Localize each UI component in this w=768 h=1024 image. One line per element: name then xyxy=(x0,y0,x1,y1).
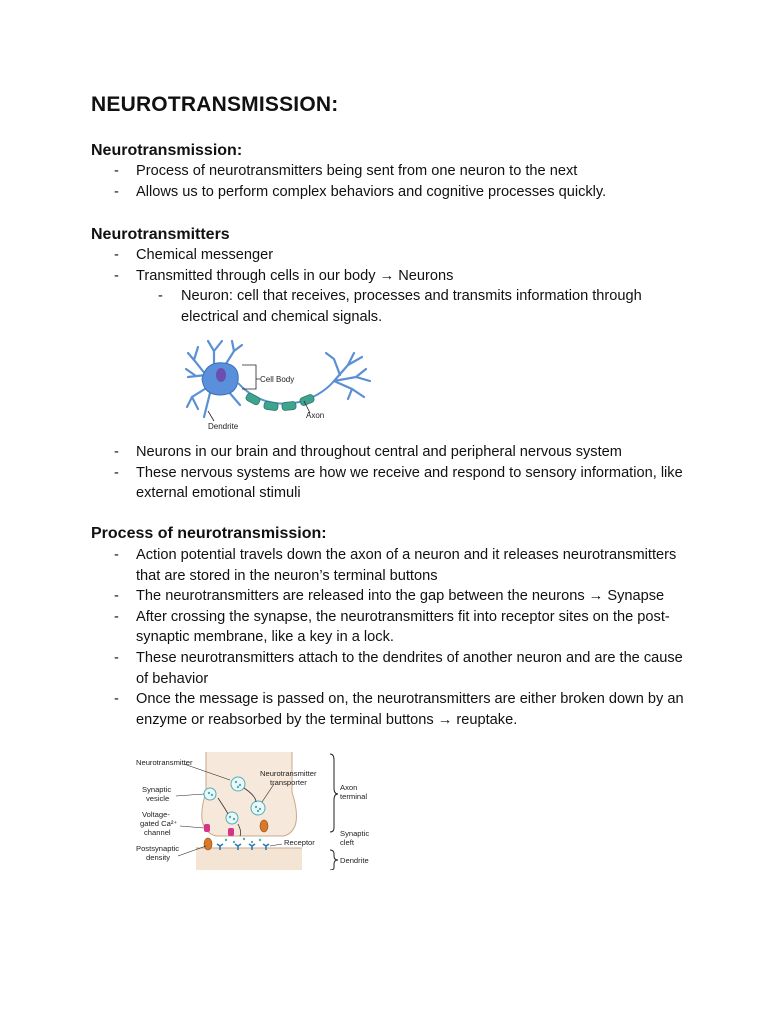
channel-label-2: gated Ca²⁺ xyxy=(140,819,178,828)
density-label-1: Postsynaptic xyxy=(136,844,180,853)
list-item: - These nervous systems are how we receive and respond to sensory information, like external emotional stimuli xyxy=(0,463,696,504)
section-heading-neurotransmitters: Neurotransmitters xyxy=(91,226,230,243)
cleft-label-1: Synaptic xyxy=(340,829,370,838)
cell-body-label: Cell Body xyxy=(260,375,295,384)
synapse-diagram xyxy=(134,752,376,870)
channel-label-1: Voltage- xyxy=(142,810,170,819)
section-heading-process: Process of neurotransmission: xyxy=(91,525,327,542)
list-item: - Allows us to perform complex behaviors and cognitive processes quickly. xyxy=(0,182,696,203)
nervous-system-list xyxy=(0,442,696,504)
axon-terminal-label-1: Axon xyxy=(340,783,358,792)
list-item: - Transmitted through cells in our body → Neurons xyxy=(0,266,696,287)
channel-label-3: channel xyxy=(144,828,171,837)
list-item: - Neurons in our brain and throughout central and peripheral nervous system xyxy=(0,442,696,463)
vesicle-label-2: vesicle xyxy=(146,794,170,803)
dendrite-shape xyxy=(196,848,302,870)
axon-terminal-label-2: terminal xyxy=(340,792,368,801)
neurotransmission-list xyxy=(0,161,696,202)
dendrite-label: Dendrite xyxy=(340,856,369,865)
receptor-label: Receptor xyxy=(284,838,315,847)
transporter-label-2: transporter xyxy=(270,778,307,787)
page-title: NEUROTRANSMISSION: xyxy=(91,93,339,116)
process-list xyxy=(0,545,696,730)
dendrite-label: Dendrite xyxy=(208,422,239,431)
vesicle-label-1: Synaptic xyxy=(142,785,172,794)
axon-label: Axon xyxy=(306,411,325,420)
list-item: - These neurotransmitters attach to the dendrites of another neuron and are the cause of behavior xyxy=(0,648,696,689)
density-label-2: density xyxy=(146,853,171,862)
cleft-label-2: cleft xyxy=(340,838,354,847)
list-item: - Chemical messenger xyxy=(0,245,696,266)
list-item: - Process of neurotransmitters being sent from one neuron to the next xyxy=(0,161,696,182)
list-item: - The neurotransmitters are released into the gap between the neurons → Synapse xyxy=(0,586,696,607)
nucleus xyxy=(216,368,226,382)
transporter-label-1: Neurotransmitter xyxy=(260,769,317,778)
section-heading-neurotransmission: Neurotransmission: xyxy=(91,142,243,159)
list-item: - After crossing the synapse, the neurotransmitters fit into receptor sites on the post-synaptic membrane, like a key in a lock. xyxy=(0,607,696,648)
list-item: - Action potential travels down the axon of a neuron and it releases neurotransmitters that are stored in the neuron’s terminal buttons xyxy=(0,545,696,586)
list-item: - Once the message is passed on, the neurotransmitters are either broken down by an enzyme or reabsorbed by the terminal buttons → reuptake. xyxy=(0,689,696,730)
axon-terminals xyxy=(326,353,370,399)
braces xyxy=(330,754,338,870)
neurotransmitter-label: Neurotransmitter xyxy=(136,758,193,767)
neurotransmitters-list xyxy=(0,245,696,327)
sub-list-item: - Neuron: cell that receives, processes and transmits information through electrical and chemical signals. xyxy=(0,286,681,327)
neuron-diagram xyxy=(184,335,376,435)
